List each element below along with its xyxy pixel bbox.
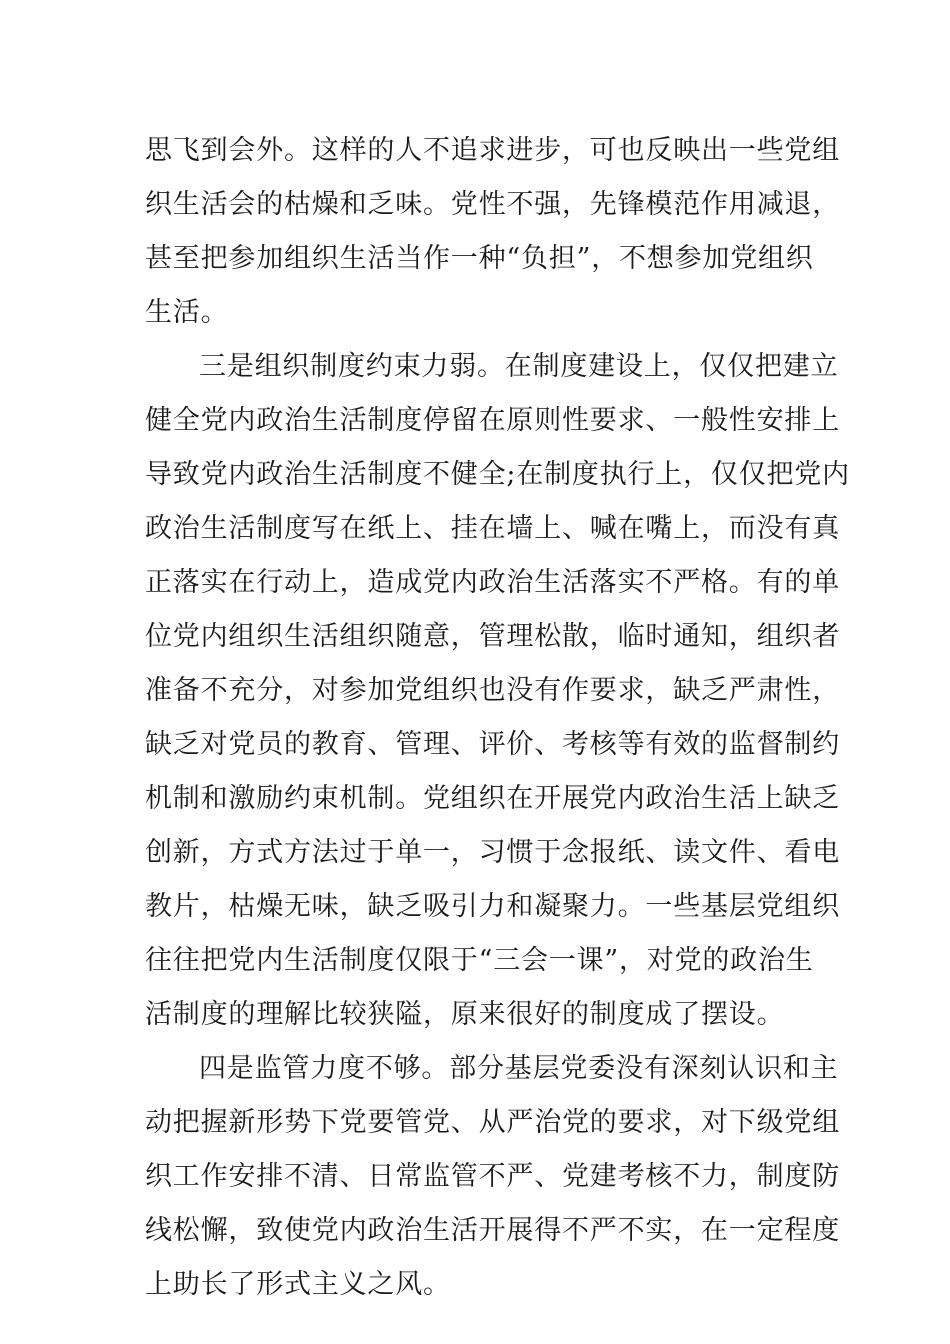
- text-line: 机制和激励约束机制。党组织在开展党内政治生活上缺乏: [145, 783, 840, 814]
- text-line: 上助长了形式主义之风。: [145, 1269, 451, 1300]
- text-line: 政治生活制度写在纸上、挂在墙上、喊在嘴上，而没有真: [145, 513, 840, 544]
- text-line: 思飞到会外。这样的人不追求进步，可也反映出一些党组: [145, 135, 840, 166]
- text-line: 导致党内政治生活制度不健全;在制度执行上，仅仅把党内: [145, 459, 850, 490]
- text-line: 教片，枯燥无味，缺乏吸引力和凝聚力。一些基层党组织: [145, 891, 840, 922]
- text-line: 动把握新形势下党要管党、从严治党的要求，对下级党组: [145, 1107, 840, 1138]
- text-line: 缺乏对党员的教育、管理、评价、考核等有效的监督制约: [145, 729, 840, 760]
- body-text: [145, 124, 850, 1312]
- paragraph-start-line: 四是监管力度不够。部分基层党委没有深刻认识和主: [199, 1053, 839, 1084]
- text-line: 织生活会的枯燥和乏味。党性不强，先锋模范作用减退，: [145, 189, 840, 220]
- text-line: 线松懈，致使党内政治生活开展得不严不实，在一定程度: [145, 1215, 840, 1246]
- text-line: 准备不充分，对参加党组织也没有作要求，缺乏严肃性，: [145, 675, 840, 706]
- text-line: 正落实在行动上，造成党内政治生活落实不严格。有的单: [145, 567, 840, 598]
- text-line: 生活。: [145, 297, 229, 328]
- text-line: 健全党内政治生活制度停留在原则性要求、一般性安排上: [145, 405, 840, 436]
- text-line: 往往把党内生活制度仅限于“三会一课”，对党的政治生: [145, 945, 814, 976]
- text-line: 活制度的理解比较狭隘，原来很好的制度成了摆设。: [145, 999, 785, 1030]
- text-line: 甚至把参加组织生活当作一种“负担”，不想参加党组织: [145, 243, 814, 274]
- paragraph-start-line: 三是组织制度约束力弱。在制度建设上，仅仅把建立: [199, 351, 839, 382]
- text-line: 位党内组织生活组织随意，管理松散，临时通知，组织者: [145, 621, 840, 652]
- text-line: 创新，方式方法过于单一，习惯于念报纸、读文件、看电: [145, 837, 840, 868]
- text-line: 织工作安排不清、日常监管不严、党建考核不力，制度防: [145, 1161, 840, 1192]
